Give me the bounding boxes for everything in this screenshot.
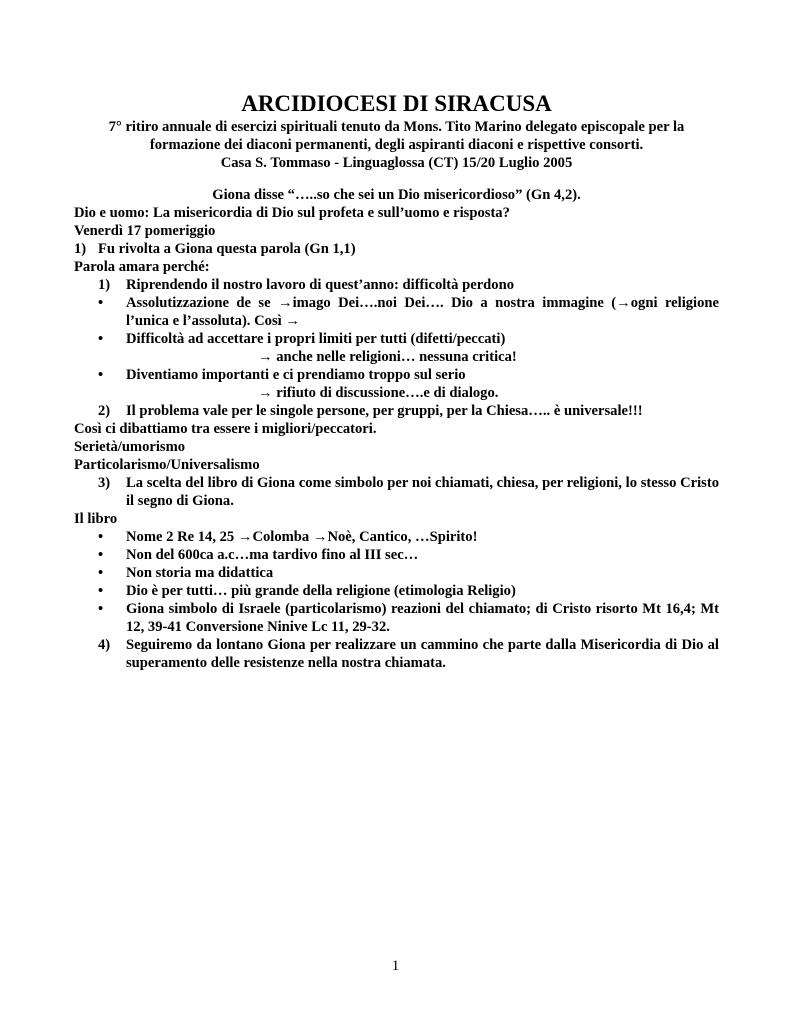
list-item-text: Il problema vale per le singole persone, per gruppi, per la Chiesa….. è universale!!! xyxy=(126,403,643,419)
list-item-text: Fu rivolta a Giona questa parola (Gn 1,1) xyxy=(98,241,356,257)
text-line: Serietà/umorismo xyxy=(74,439,186,455)
bullet-icon: • xyxy=(98,547,104,563)
list-item-text: La scelta del libro di Giona come simbolo per noi chiamati, chiesa, per religioni, lo stesso Cristo il segno di Giona. xyxy=(126,475,719,509)
list-item xyxy=(74,636,719,672)
bullet-icon: • xyxy=(98,565,104,581)
list-item xyxy=(74,240,719,258)
bullet-item xyxy=(74,600,719,636)
bullet-text: Assolutizzazione de se →imago Dei….noi Dei…. Dio a nostra immagine (→ogni religione l’unica e l’assoluta). Così → xyxy=(126,295,719,329)
bullet-item xyxy=(74,546,719,564)
bullet-text: Diventiamo importanti e ci prendiamo troppo sul serio xyxy=(126,367,466,383)
bullet-icon: • xyxy=(98,529,104,545)
bullet-icon: • xyxy=(98,601,104,617)
section-label: Il libro xyxy=(74,511,118,527)
bullet-icon: • xyxy=(98,331,104,347)
bullet-text: Non del 600ca a.c…ma tardivo fino al III sec… xyxy=(126,547,419,563)
section-label: Parola amara perché: xyxy=(74,259,210,275)
document-page xyxy=(74,90,719,672)
text-line: Particolarismo/Universalismo xyxy=(74,457,260,473)
list-number: 4) xyxy=(98,637,111,653)
list-number: 1) xyxy=(98,277,111,293)
bullet-item xyxy=(74,366,719,384)
list-item xyxy=(74,402,719,420)
bullet-text: Dio è per tutti… più grande della religione (etimologia Religio) xyxy=(126,583,516,599)
bullet-item xyxy=(74,294,719,330)
list-item xyxy=(74,276,719,294)
quote-line: Giona disse “…..so che sei un Dio misericordioso” (Gn 4,2). xyxy=(212,187,581,203)
bullet-icon: • xyxy=(98,583,104,599)
list-item xyxy=(74,474,719,510)
bullet-continuation: → anche nelle religioni… nessuna critica! xyxy=(258,349,517,365)
subtitle-line-1: 7° ritiro annuale di esercizi spirituali tenuto da Mons. Tito Marino delegato episcopale per la xyxy=(108,119,685,135)
list-number: 2) xyxy=(98,403,111,419)
text-line: Così ci dibattiamo tra essere i migliori/peccatori. xyxy=(74,421,377,437)
list-number: 1) xyxy=(74,241,87,257)
document-title: ARCIDIOCESI DI SIRACUSA xyxy=(241,91,552,116)
bullet-text: Non storia ma didattica xyxy=(126,565,274,581)
bullet-icon: • xyxy=(98,295,104,311)
day-line: Venerdì 17 pomeriggio xyxy=(74,223,216,239)
bullet-continuation: → rifiuto di discussione….e di dialogo. xyxy=(258,385,499,401)
bullet-text: Giona simbolo di Israele (particolarismo) reazioni del chiamato; di Cristo risorto Mt 16,4; Mt 12, 39-41 Conversione Ninive Lc 11, 29-32. xyxy=(126,601,719,635)
theme-line: Dio e uomo: La misericordia di Dio sul profeta e sull’uomo e risposta? xyxy=(74,205,510,221)
subtitle-line-2: formazione dei diaconi permanenti, degli aspiranti diaconi e rispettive consorti. xyxy=(149,137,644,153)
bullet-item xyxy=(74,582,719,600)
bullet-text: Difficoltà ad accettare i propri limiti per tutti (difetti/peccati) xyxy=(126,331,506,347)
bullet-icon: • xyxy=(98,367,104,383)
list-number: 3) xyxy=(98,475,111,491)
page-number: 1 xyxy=(391,958,400,974)
bullet-item xyxy=(74,330,719,348)
bullet-item xyxy=(74,564,719,582)
bullet-text: Nome 2 Re 14, 25 →Colomba →Noè, Cantico, …Spirito! xyxy=(126,529,478,545)
list-item-text: Seguiremo da lontano Giona per realizzare un cammino che parte dalla Misericordia di Dio al superamento delle resistenze nella nostra chiamata. xyxy=(126,637,719,671)
bullet-item xyxy=(74,528,719,546)
list-item-text: Riprendendo il nostro lavoro di quest’anno: difficoltà perdono xyxy=(126,277,515,293)
venue-line: Casa S. Tommaso - Linguaglossa (CT) 15/20 Luglio 2005 xyxy=(220,155,573,171)
